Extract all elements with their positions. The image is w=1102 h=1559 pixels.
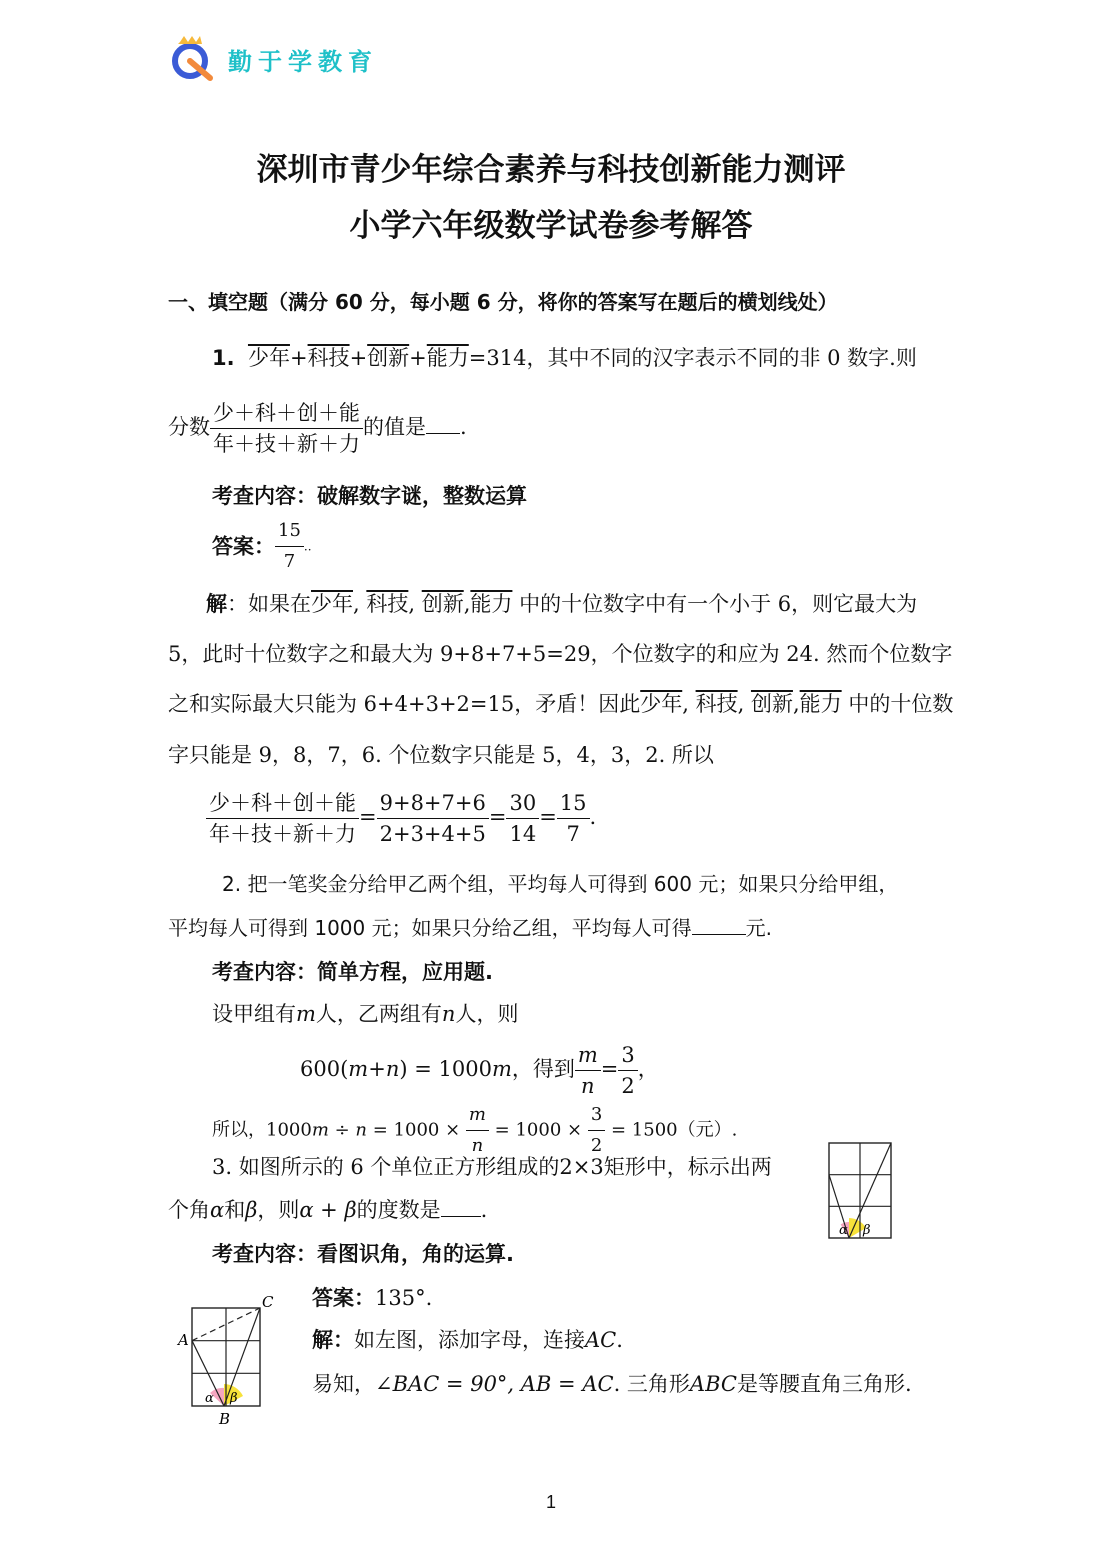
q3-answer xyxy=(312,1284,432,1312)
den: 2 xyxy=(621,1074,635,1098)
sol-label: 解： xyxy=(312,1328,354,1352)
var-m: m xyxy=(296,1002,316,1026)
q2-line2 xyxy=(168,914,772,942)
q1-number: 1. xyxy=(212,346,235,370)
q3-figure xyxy=(828,1142,892,1240)
sol-text: . 三角形 xyxy=(613,1372,690,1396)
q2-eq1 xyxy=(300,1040,659,1101)
q3-text: 矩形中，标示出两 xyxy=(603,1155,772,1179)
q2-text: 平均每人可得到 1000 元；如果只分给乙组，平均每人可得 xyxy=(168,916,692,940)
equals: = xyxy=(539,805,557,829)
q1-frac-num: 少＋科＋创＋能 xyxy=(210,398,363,429)
sol-text: 之和实际最大只能为 6+4+3+2=15，矛盾！因此 xyxy=(168,692,641,716)
answer-label: 答案： xyxy=(312,1286,375,1310)
q3-topic xyxy=(212,1240,514,1268)
calc-num: 30 xyxy=(506,788,539,819)
q3-sol-line1 xyxy=(312,1326,623,1354)
calc-num: 15 xyxy=(557,788,590,819)
answer-blank xyxy=(426,413,460,434)
alpha: α xyxy=(210,1198,225,1222)
q2-setup xyxy=(212,1000,518,1028)
crown-icon xyxy=(178,36,202,44)
calc-num: 少＋科＋创＋能 xyxy=(206,788,359,819)
plus-sign: + xyxy=(289,346,308,370)
period: . xyxy=(616,1328,623,1352)
q2-line1: 2. 把一笔奖金分给甲乙两个组，平均每人可得到 600 元；如果只分给甲组， xyxy=(222,872,899,896)
page-number: 1 xyxy=(545,1492,556,1512)
equals: = xyxy=(359,805,377,829)
topic-label: 考查内容： xyxy=(212,1242,317,1266)
q1-answer xyxy=(212,516,312,577)
eq-text: = 1000 × xyxy=(367,1119,466,1141)
q3-line2 xyxy=(168,1196,487,1224)
plus-sign: + xyxy=(409,346,427,370)
var-n: n xyxy=(441,1002,456,1026)
q2-text: 人，乙两组有 xyxy=(315,1002,442,1026)
q1-term-1: 少年 xyxy=(311,592,353,616)
answer-end: .. xyxy=(303,539,312,554)
q3-sol-line2 xyxy=(312,1370,912,1398)
var-n: n xyxy=(471,1135,484,1156)
q1-topic xyxy=(212,482,527,510)
beta: β xyxy=(245,1198,258,1222)
q1-term-3: 创新 xyxy=(421,592,464,616)
q1-term-2: 科技 xyxy=(695,692,738,716)
sol-text: 易知， xyxy=(312,1372,375,1396)
answer-blank xyxy=(692,914,746,935)
equals: = xyxy=(488,805,507,829)
calc-frac-1 xyxy=(206,788,359,849)
answer-den: 7 xyxy=(283,551,296,572)
calc-frac-3 xyxy=(506,788,539,849)
eq-text: = 1500（元）. xyxy=(605,1119,738,1141)
var-m: m xyxy=(491,1057,512,1081)
q3-solution-figure xyxy=(174,1292,284,1430)
label-beta: β xyxy=(863,1223,871,1238)
den: 2 xyxy=(590,1135,603,1156)
alpha-plus-beta: α + β xyxy=(299,1198,357,1222)
page-subtitle: 小学六年级数学试卷参考解答 xyxy=(349,208,753,244)
label-c: C xyxy=(262,1293,274,1311)
q3-text: 和 xyxy=(224,1198,246,1222)
var-n: n xyxy=(355,1119,368,1141)
calc-frac-2 xyxy=(377,788,489,849)
sol-math: ∠BAC = 90°, AB = AC xyxy=(375,1372,614,1396)
q3-text: 3. 如图所示的 6 个单位正方形组成的 xyxy=(212,1155,560,1179)
eq-text: = 1000 × xyxy=(488,1119,588,1141)
topic-text: 破解数字谜，整数运算 xyxy=(317,484,527,508)
calc-num: 9+8+7+6 xyxy=(377,788,489,819)
answer-value: 135°. xyxy=(375,1286,433,1310)
page-title: 深圳市青少年综合素养与科技创新能力测评 xyxy=(256,152,846,188)
q1-line2 xyxy=(168,398,467,459)
sol-text: 中的十位数字中有一个小于 6，则它最大为 xyxy=(519,592,918,616)
q1-sol-line4: 字只能是 9，8，7，6. 个位数字只能是 5，4，3，2. 所以 xyxy=(168,743,714,767)
q1-term-2: 科技 xyxy=(366,592,409,616)
plus-sign: + xyxy=(349,346,368,370)
brand-name: 勤于学教育 xyxy=(228,48,378,76)
calc-den: 年＋技＋新＋力 xyxy=(209,822,356,846)
answer-label: 答案： xyxy=(212,534,275,559)
q2-text: 设甲组有 xyxy=(212,1002,296,1026)
eq-text: + xyxy=(368,1057,386,1081)
topic-label: 考查内容： xyxy=(212,484,317,508)
q1-term-1: 少年 xyxy=(640,692,683,716)
q1-term-4: 能力 xyxy=(426,346,469,370)
calc-frac-4 xyxy=(557,788,590,849)
var-n: n xyxy=(385,1057,400,1081)
q3-text: ，则 xyxy=(257,1198,300,1222)
q3-text: 个角 xyxy=(168,1198,210,1222)
eq-text: 1000 xyxy=(266,1119,312,1141)
q3-text: 的度数是 xyxy=(356,1198,441,1222)
var-m: m xyxy=(575,1040,601,1071)
q1-frac-prefix: 分数 xyxy=(168,415,210,439)
q1-term-2: 科技 xyxy=(307,346,350,370)
q2-topic xyxy=(212,958,493,986)
q2-text: 元. xyxy=(745,916,772,940)
q1-term-3: 创新 xyxy=(750,692,793,716)
frac-3-2 xyxy=(588,1100,605,1161)
answer-fraction xyxy=(275,516,304,577)
var-n: n xyxy=(581,1074,595,1098)
topic-text: 看图识角，角的运算. xyxy=(317,1242,514,1266)
topic-label: 考查内容： xyxy=(212,960,317,984)
label-b: B xyxy=(219,1410,231,1428)
q1-term-3: 创新 xyxy=(367,346,410,370)
q3-dims: 2×3 xyxy=(559,1155,604,1179)
period: . xyxy=(589,805,597,829)
q1-term-4: 能力 xyxy=(470,592,513,616)
section-heading: 一、填空题（满分 60 分，每小题 6 分，将你的答案写在题后的横划线处） xyxy=(168,290,838,314)
calc-den: 14 xyxy=(509,822,537,846)
q1-fraction xyxy=(210,398,363,459)
answer-num: 15 xyxy=(275,516,304,547)
q1-line1 xyxy=(212,344,917,372)
q1-frac-suffix: 的值是 xyxy=(363,415,426,439)
answer-blank xyxy=(441,1196,481,1217)
var-m: m xyxy=(348,1057,369,1081)
calc-den: 7 xyxy=(566,822,580,846)
q1-calc xyxy=(206,788,596,849)
sol-text: 中的十位数 xyxy=(848,692,954,716)
label-alpha: α xyxy=(205,1391,214,1406)
eq-text: ，得到 xyxy=(511,1057,575,1081)
q2-eq2 xyxy=(212,1100,737,1161)
eq-text: ÷ xyxy=(328,1119,356,1141)
q1-sol-line1: 解：如果在少年, 科技, 创新,能力 中的十位数字中有一个小于 6，则它最大为 xyxy=(206,592,918,616)
sol-text: ：如果在 xyxy=(227,592,311,616)
period: . xyxy=(460,415,467,439)
q2-text: 人，则 xyxy=(455,1002,519,1026)
q1-term-1: 少年 xyxy=(247,346,290,370)
q1-frac-den: 年＋技＋新＋力 xyxy=(213,432,360,456)
label-beta: β xyxy=(230,1391,238,1406)
topic-text: 简单方程，应用题. xyxy=(317,960,493,984)
eq-text: 所以， xyxy=(212,1119,266,1141)
calc-den: 2+3+4+5 xyxy=(379,822,486,846)
q1-sol-line2: 5，此时十位数字之和最大为 9+8+7+5=29，个位数字的和应为 24. 然而个位数字 xyxy=(168,642,953,666)
sol-text: 如左图，添加字母，连接 xyxy=(354,1328,585,1352)
equals: = xyxy=(600,1057,619,1081)
frac-m-n xyxy=(466,1100,489,1161)
q1-term-4: 能力 xyxy=(799,692,842,716)
num: 3 xyxy=(618,1040,637,1071)
eq-text: ) = 1000 xyxy=(399,1057,492,1081)
label-a: A xyxy=(178,1331,189,1349)
sol-text: 是等腰直角三角形. xyxy=(736,1372,912,1396)
sol-label: 解 xyxy=(206,592,227,616)
num: 3 xyxy=(588,1100,605,1131)
period: . xyxy=(480,1198,488,1222)
eq-text: ， xyxy=(637,1057,659,1081)
eq-text: 600( xyxy=(300,1057,349,1081)
triangle-abc: ABC xyxy=(689,1372,737,1396)
frac-3-2 xyxy=(618,1040,637,1101)
frac-m-n xyxy=(575,1040,601,1101)
label-alpha: α xyxy=(839,1223,848,1238)
var-m: m xyxy=(466,1100,489,1131)
q3-line1 xyxy=(212,1153,772,1181)
segment-ac-label: AC xyxy=(585,1328,617,1352)
var-m: m xyxy=(311,1119,329,1141)
q1-eq-tail: =314，其中不同的汉字表示不同的非 0 数字.则 xyxy=(468,346,917,370)
q1-sol-line3: 之和实际最大只能为 6+4+3+2=15，矛盾！因此少年, 科技, 创新,能力 中的十位数 xyxy=(168,692,954,716)
